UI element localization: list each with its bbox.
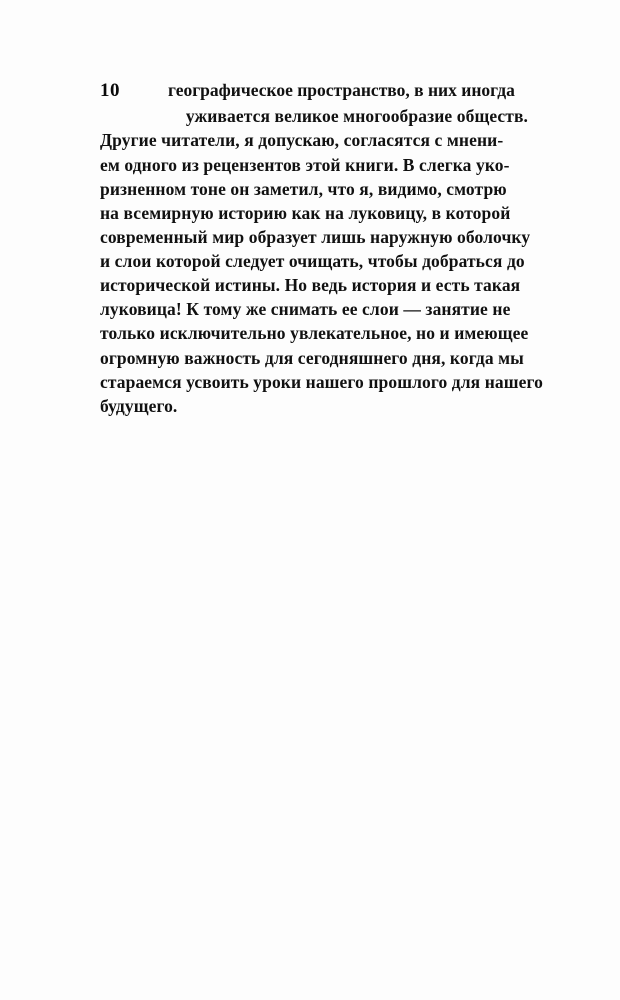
body-line: на всемирную историю как на луковицу, в которой <box>100 202 511 223</box>
page-number: 10 <box>100 80 120 101</box>
body-line: и слои которой следует очищать, чтобы добраться до <box>100 251 525 272</box>
body-line: ем одного из рецензентов этой книги. В слегка уко- <box>100 154 510 175</box>
body-line: только исключительно увлекательное, но и имеющее <box>100 323 529 344</box>
body-line: луковица! К тому же снимать ее слои — занятие не <box>100 299 511 320</box>
body-line: Другие читатели, я допускаю, согласятся с мнени- <box>100 130 504 151</box>
body-line: ризненном тоне он заметил, что я, видимо, смотрю <box>100 178 507 199</box>
page-text-block <box>100 78 543 418</box>
page-body-text <box>100 104 543 418</box>
first-line-row <box>100 78 528 104</box>
body-line: будущего. <box>100 395 178 416</box>
body-line: огромную важность для сегодняшнего дня, когда мы <box>100 347 524 368</box>
body-line: современный мир образует лишь наружную оболочку <box>100 226 531 247</box>
body-line: стараемся усвоить уроки нашего прошлого для нашего <box>100 371 543 392</box>
body-line: исторической истины. Но ведь история и есть такая <box>100 275 521 296</box>
continuation-line-1: географическое пространство, в них иногда <box>168 80 515 100</box>
continuation-line-2: уживается великое многообразие обществ. <box>185 106 528 127</box>
